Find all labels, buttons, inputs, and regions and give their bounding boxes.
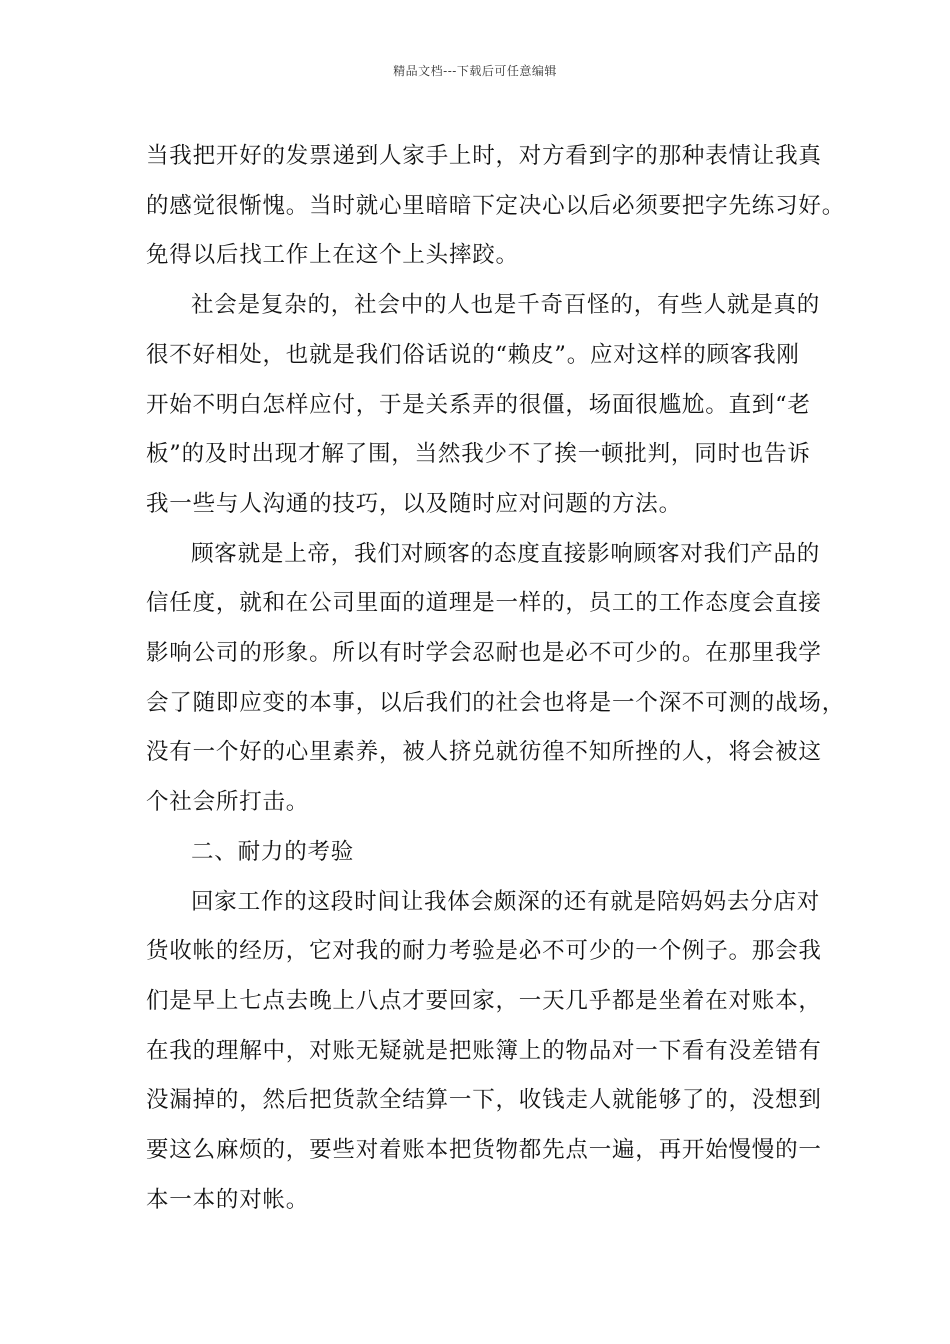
body-text	[146, 132, 846, 1225]
text-line: 顾客就是上帝，我们对顾客的态度直接影响顾客对我们产品的	[191, 540, 821, 567]
text-line: 影响公司的形象。所以有时学会忍耐也是必不可少的。在那里我学	[146, 640, 822, 667]
text-line: 要这么麻烦的，要些对着账本把货物都先点一遍，再开始慢慢的一	[146, 1137, 822, 1164]
text-line: 货收帐的经历，它对我的耐力考验是必不可少的一个例子。那会我	[146, 938, 822, 965]
text-line: 在我的理解中，对账无疑就是把账簿上的物品对一下看有没差错有	[146, 1037, 822, 1064]
text-line: 回家工作的这段时间让我体会颇深的还有就是陪妈妈去分店对	[191, 888, 821, 915]
text-line: 我一些与人沟通的技巧，以及随时应对问题的方法。	[146, 490, 682, 517]
text-line: 没漏掉的，然后把货款全结算一下，收钱走人就能够了的，没想到	[146, 1087, 822, 1114]
text-line: 会了随即应变的本事，以后我们的社会也将是一个深不可测的战场，	[146, 689, 846, 716]
section-heading: 二、耐力的考验	[191, 838, 355, 865]
text-line: 当我把开好的发票递到人家手上时，对方看到字的那种表情让我真	[146, 143, 822, 169]
text-line: 本一本的对帐。	[146, 1186, 310, 1213]
text-line: 很不好相处，也就是我们俗话说的“赖皮”。应对这样的顾客我刚	[146, 341, 800, 368]
text-line: 的感觉很惭愧。当时就心里暗暗下定决心以后必须要把字先练习好。	[146, 192, 846, 219]
text-line: 免得以后找工作上在这个上头摔跤。	[146, 242, 519, 269]
text-line: 个社会所打击。	[146, 789, 310, 816]
text-line: 们是早上七点去晚上八点才要回家，一天几乎都是坐着在对账本，	[146, 987, 822, 1014]
text-line: 信任度，就和在公司里面的道理是一样的，员工的工作态度会直接	[146, 590, 822, 617]
text-line: 开始不明白怎样应付，于是关系弄的很僵，场面很尴尬。直到“老	[146, 391, 811, 418]
text-line: 社会是复杂的，社会中的人也是千奇百怪的，有些人就是真的	[191, 292, 821, 319]
text-line: 板”的及时出现才解了围，当然我少不了挨一顿批判，同时也告诉	[146, 441, 811, 468]
page-header: 精品文档---下载后可任意编辑	[393, 64, 557, 78]
text-line: 没有一个好的心里素养，被人挤兑就彷徨不知所挫的人，将会被这	[146, 739, 822, 766]
